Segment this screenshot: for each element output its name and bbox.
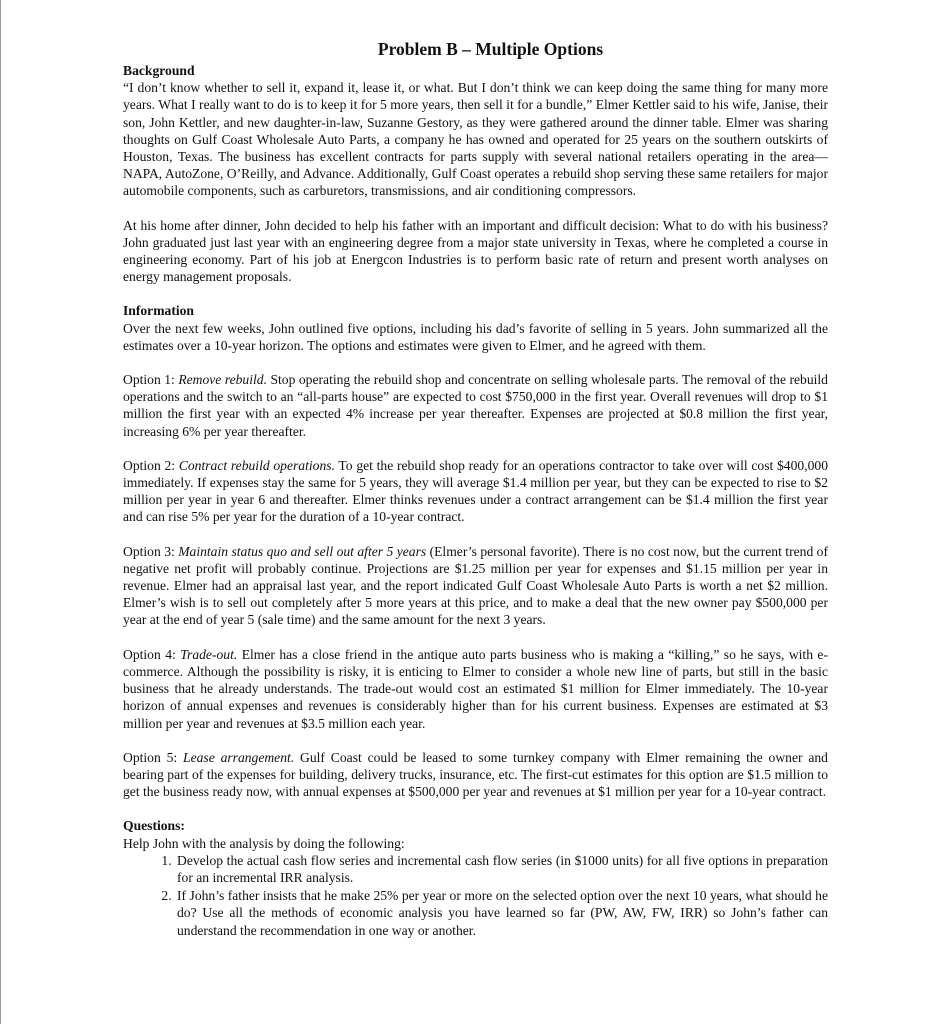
background-heading: Background [123,63,195,78]
option-name: Lease arrangement. [183,749,295,765]
option-name: Remove rebuild. [178,372,267,388]
option-text: (Elmer’s personal favorite). There is no cost now, but the current trend of negative net profit will probably continue. Projections are $1.25 million per year for expenses and $1.15 million per year in revenue. Elmer had an appraisal last year, and the report indicated Gulf Coast Wholesale Auto Parts is worth a net $2 million. Elmer’s wish is to sell out completely after 5 more years at this price, and to make a deal that the new owner pay $500,000 per year at the end of year 5 (sale time) and the same amount for the next 3 years. [123,543,828,628]
option-name: Maintain status quo and sell out after 5 years [178,543,427,559]
option-prefix: Option 3: [123,543,179,559]
option-2-paragraph [123,457,828,526]
option-4-paragraph [123,646,828,732]
option-name: Trade-out. [180,646,238,662]
option-1-paragraph [123,371,828,440]
page-left-border [0,0,1,1024]
question-item: 2. If John’s father insists that he make 25% per year or more on the selected option over the next 10 years, what should he do? Use all the methods of economic analysis you have learned so far (PW, AW, FW, IRR) so John’s father can understand the recommendation in one way or another. [175,887,828,939]
option-name: Contract rebuild operations. [178,457,335,473]
option-text: Elmer has a close friend in the antique auto parts business who is making a “killing,” so he says, with e-commerce. Although the possibility is risky, it is enticing to Elmer to consider a whole new line of parts, but still in the basic business that he already understands. The trade-out would cost an estimated $1 million for Elmer immediately. The 10-year horizon of annual expenses and revenues is considerably higher than for his current business. Expenses are estimated at $3 million per year and revenues at $3.5 million each year. [123,646,828,731]
option-prefix: Option 4: [123,646,181,662]
questions-heading: Questions: [123,818,185,834]
option-prefix: Option 1: [123,372,179,388]
option-3-paragraph [123,543,828,629]
option-text: To get the rebuild shop ready for an operations contractor to take over will cost $400,000 immediately. If expenses stay the same for 5 years, they will average $1.4 million per year, but they can be expected to rise to $2 million per year in year 6 and thereafter. Elmer thinks revenues under a contract arrangement can be $1.4 million the first year and can rise 5% per year for the duration of a 10-year contract. [123,457,828,525]
questions-intro: Help John with the analysis by doing the following: [123,835,405,851]
page-title: Problem B – Multiple Options [377,39,604,59]
background-paragraph-2: At his home after dinner, John decided to help his father with an important and difficult decision: What to do with his business? John graduated just last year with an engineering degree from a major state university in Texas, where he completed a course in engineering economy. Part of his job at Energcon Industries is to perform basic rate of return and present worth analyses on energy management proposals. [123,217,828,285]
option-5-paragraph [123,749,828,801]
option-prefix: Option 2: [123,457,179,473]
question-item: 1. Develop the actual cash flow series and incremental cash flow series (in $1000 units) for all five options in preparation for an incremental IRR analysis. [175,852,828,886]
information-heading: Information [123,303,194,319]
option-text: Gulf Coast could be leased to some turnkey company with Elmer remaining the owner and bearing part of the expenses for building, delivery trucks, insurance, etc. The first-cut estimates for this option are $1.5 million to get the business ready now, with annual expenses at $500,000 per year and revenues at $1 million per year for a 10-year contract. [123,749,828,800]
information-intro: Over the next few weeks, John outlined five options, including his dad’s favorite of selling in 5 years. John summarized all the estimates over a 10-year horizon. The options and estimates were given to Elmer, and he agreed with them. [123,320,828,353]
option-text: Stop operating the rebuild shop and concentrate on selling wholesale parts. The removal of the rebuild operations and the switch to an “all-parts house” are expected to cost $750,000 in the first year. Overall revenues will drop to $1 million the first year with an expected 4% increase per year thereafter. Expenses are projected at $0.8 million the first year, increasing 6% per year thereafter. [123,372,828,439]
background-paragraph-1: “I don’t know whether to sell it, expand it, lease it, or what. But I don’t think we can keep doing the same thing for many more years. What I really want to do is to keep it for 5 more years, then sell it for a bundle,” Elmer Kettler said to his wife, Janise, their son, John Kettler, and new daughter-in-law, Suzanne Gestory, as they were gathered around the dinner table. Elmer was sharing thoughts on Gulf Coast Wholesale Auto Parts, a company he has owned and operated for 25 years on the southern outskirts of Houston, Texas. The business has excellent contracts for parts supply with several national retailers operating in the area—NAPA, AutoZone, O’Reilly, and Advance. Additionally, Gulf Coast operates a rebuild shop serving these same retailers for major automobile components, such as carburetors, transmissions, and air conditioning compressors. [123,80,828,199]
questions-list [123,852,828,939]
document-body [123,38,828,940]
option-prefix: Option 5: [123,749,184,765]
